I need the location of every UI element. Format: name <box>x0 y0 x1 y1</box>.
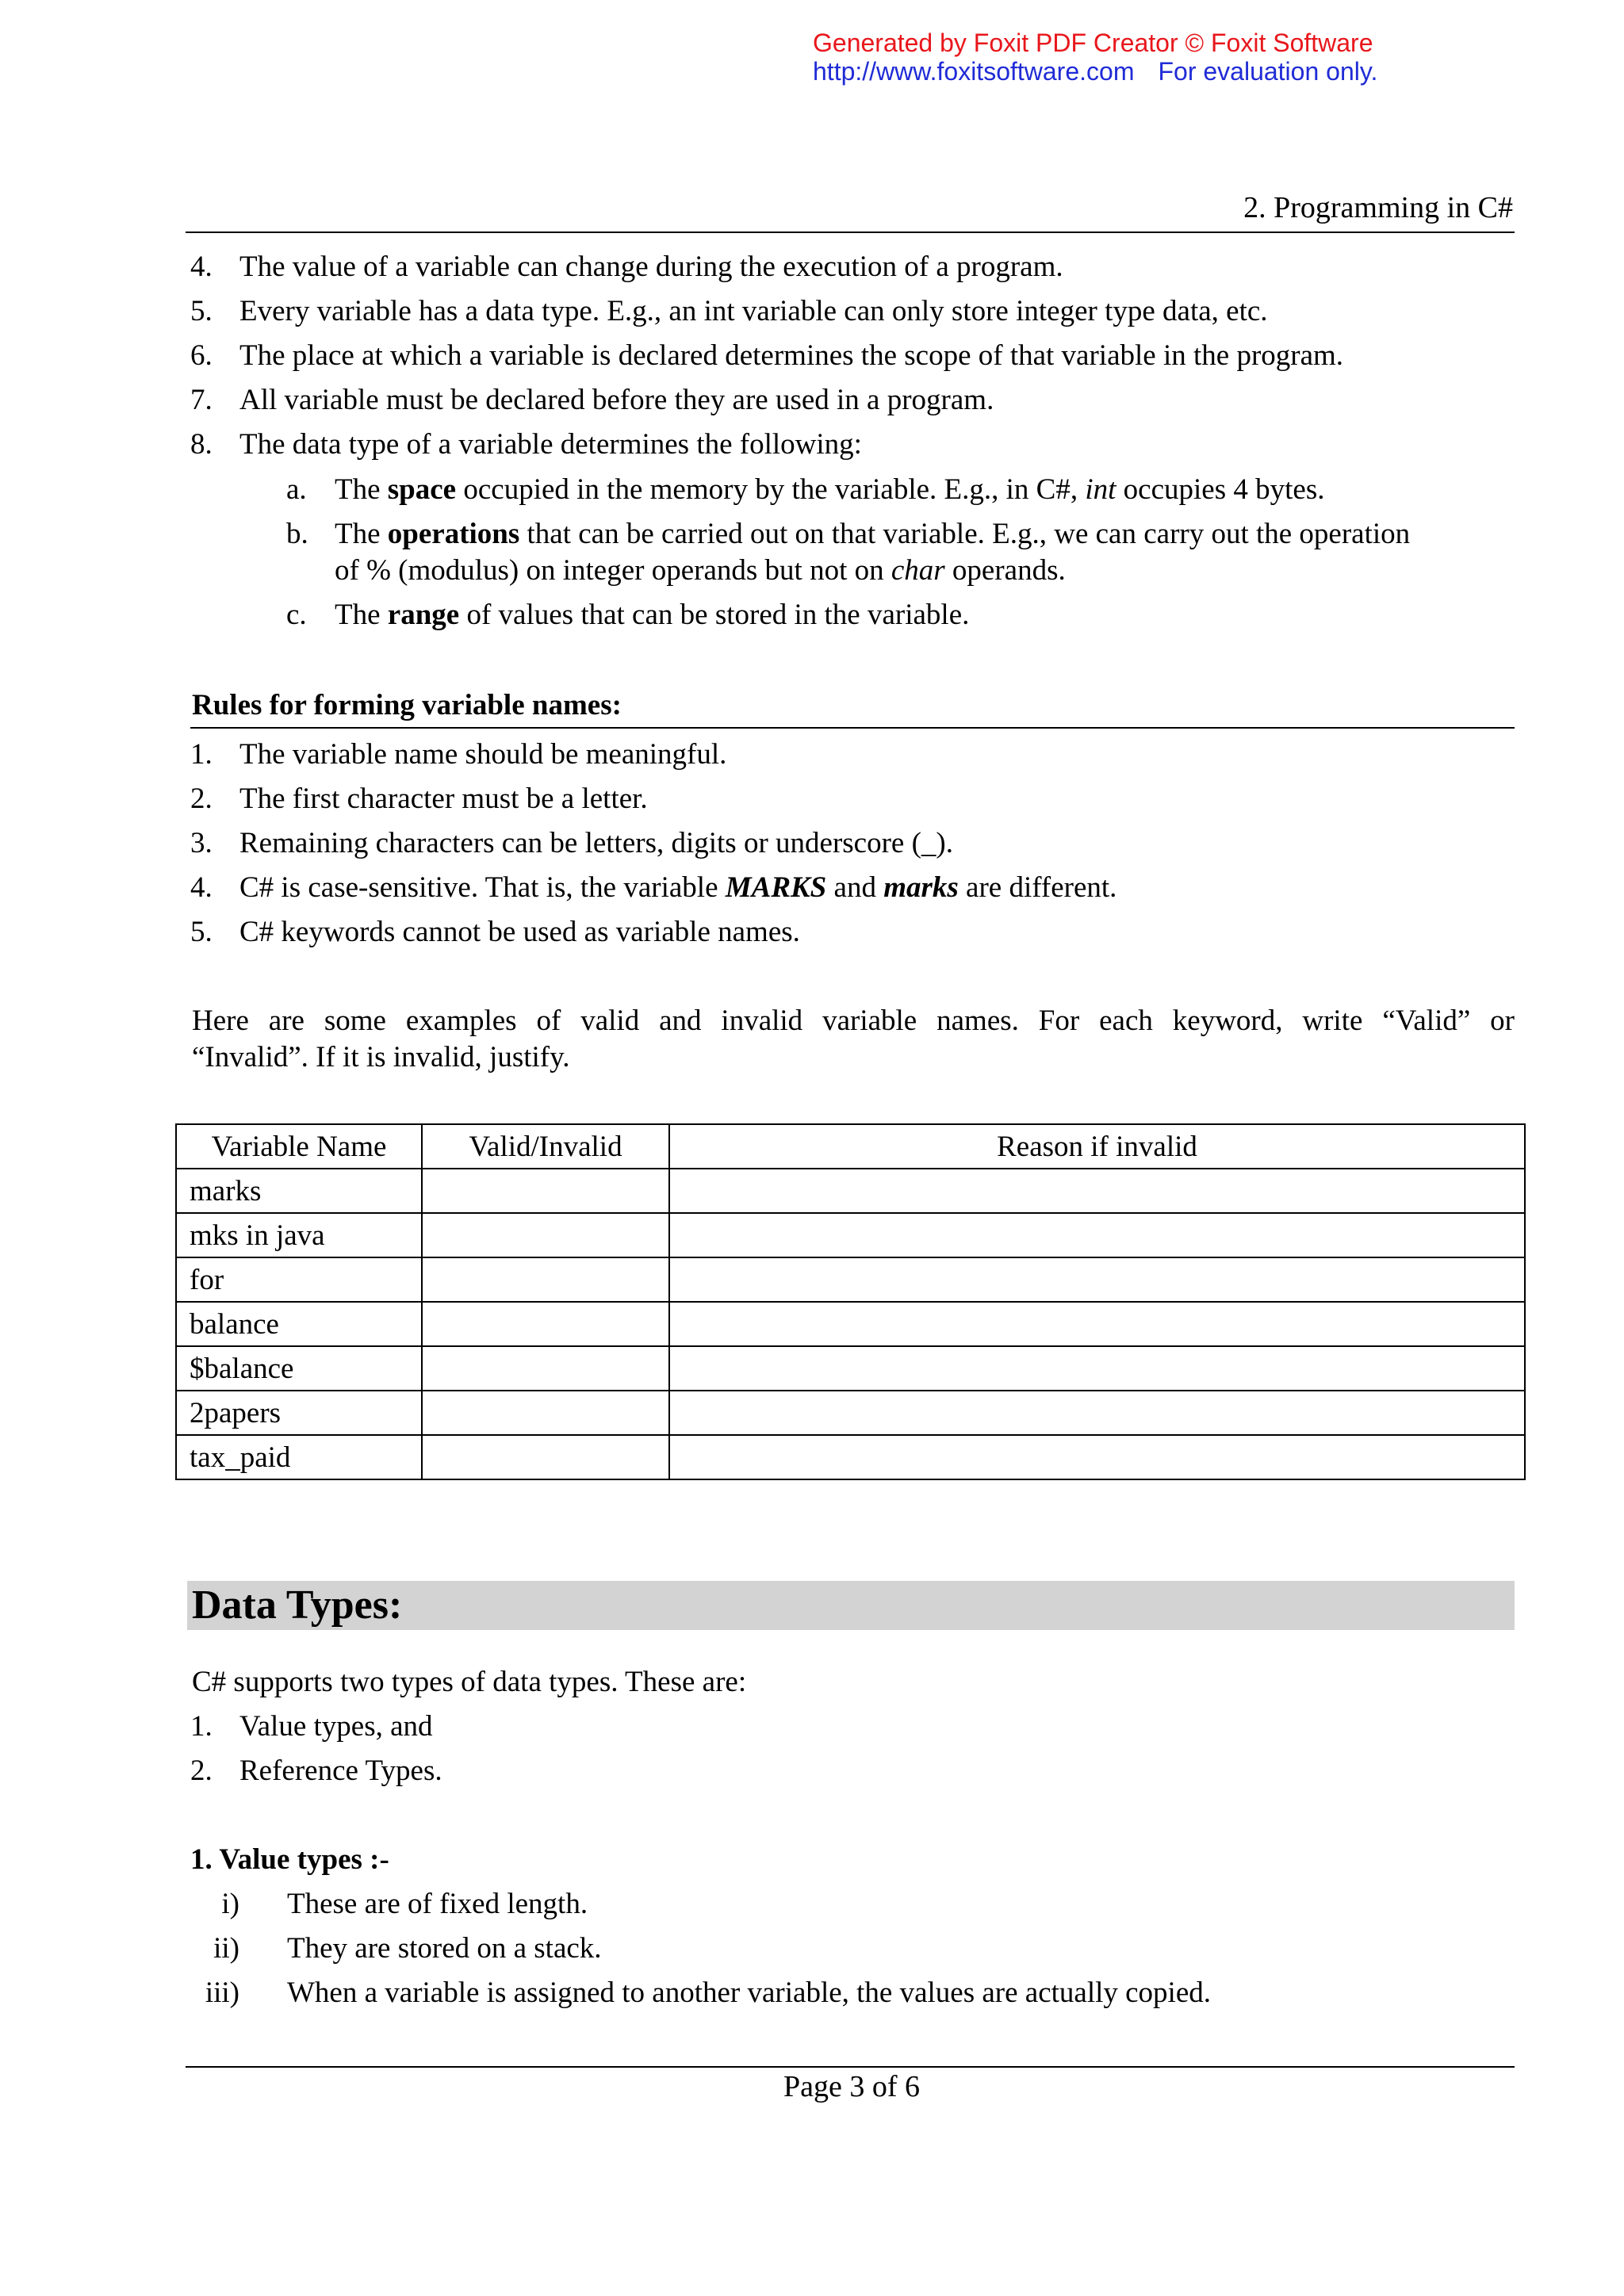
valid-cell[interactable] <box>422 1169 669 1213</box>
col-header-reason: Reason if invalid <box>669 1124 1525 1169</box>
reason-cell[interactable] <box>669 1346 1525 1391</box>
data-types-intro: C# supports two types of data types. These are: <box>192 1666 747 1698</box>
reason-cell[interactable] <box>669 1213 1525 1257</box>
valid-cell[interactable] <box>422 1346 669 1391</box>
variable-names-table <box>175 1123 1526 1480</box>
data-types-heading: Data Types: <box>187 1581 1515 1630</box>
reason-cell[interactable] <box>669 1257 1525 1302</box>
table-row: tax_paid <box>176 1435 1525 1479</box>
table-row: marks <box>176 1169 1525 1213</box>
valid-cell[interactable] <box>422 1213 669 1257</box>
table-row: 2papers <box>176 1391 1525 1435</box>
col-header-variable-name: Variable Name <box>176 1124 422 1169</box>
value-types-heading: 1. Value types :- <box>190 1843 389 1876</box>
watermark-url[interactable]: http://www.foxitsoftware.com <box>813 57 1135 86</box>
table-row: mks in java <box>176 1213 1525 1257</box>
rules-heading: Rules for forming variable names: <box>192 689 622 721</box>
valid-cell[interactable] <box>422 1391 669 1435</box>
reason-cell[interactable] <box>669 1391 1525 1435</box>
rules-heading-underline <box>190 727 1515 729</box>
foxit-watermark <box>813 29 1377 86</box>
valid-cell[interactable] <box>422 1302 669 1346</box>
watermark-url-line <box>813 57 1377 86</box>
page-header <box>186 190 1515 233</box>
table-row: $balance <box>176 1346 1525 1391</box>
chapter-title: 2. Programming in C# <box>1243 191 1513 224</box>
reason-cell[interactable] <box>669 1302 1525 1346</box>
valid-cell[interactable] <box>422 1435 669 1479</box>
table-row: balance <box>176 1302 1525 1346</box>
table-header-row <box>176 1124 1525 1169</box>
reason-cell[interactable] <box>669 1169 1525 1213</box>
examples-intro-line2: “Invalid”. If it is invalid, justify. <box>192 1041 570 1073</box>
examples-intro-line1: Here are some examples of valid and invalid variable names. For each keyword, write “Valid” or <box>192 1004 1515 1037</box>
watermark-note: For evaluation only. <box>1158 57 1378 86</box>
footer-rule <box>186 2066 1515 2068</box>
reason-cell[interactable] <box>669 1435 1525 1479</box>
watermark-title: Generated by Foxit PDF Creator © Foxit Software <box>813 29 1373 57</box>
page-number: Page 3 of 6 <box>783 2070 921 2103</box>
valid-cell[interactable] <box>422 1257 669 1302</box>
col-header-valid-invalid: Valid/Invalid <box>422 1124 669 1169</box>
table-row: for <box>176 1257 1525 1302</box>
